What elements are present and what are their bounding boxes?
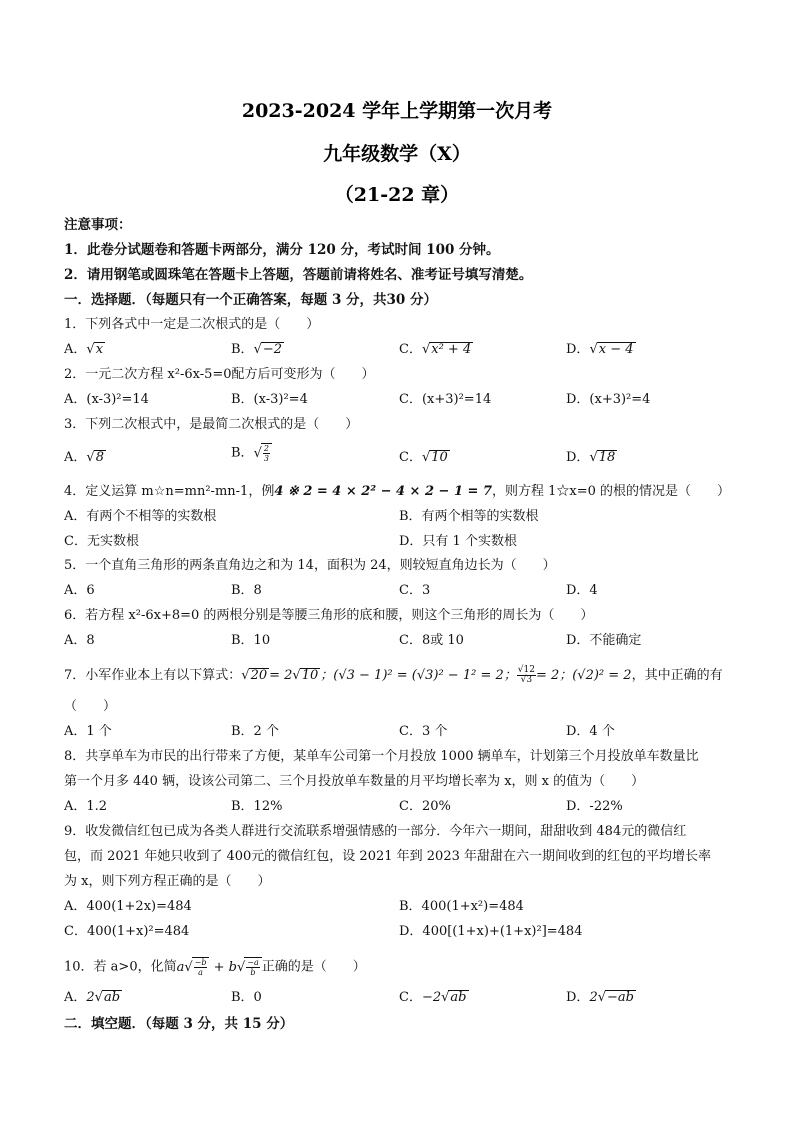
section1-heading: 一．选择题．（每题只有一个正确答案，每题 3 分，共30 分） xyxy=(64,292,438,308)
q4-option-d: D．只有 1 个实数根 xyxy=(399,534,517,549)
q7-f1-eq: = 2 xyxy=(269,668,293,683)
q9-line-1: 9．收发微信红包已成为各类人群进行交流联系增强情感的一部分．今年六一期间，甜甜收到 484元的微信红 xyxy=(64,824,687,839)
q1-b-label: B． xyxy=(231,342,254,357)
q6-option-a: A．8 xyxy=(64,633,95,648)
q10-a-label: A． xyxy=(64,990,87,1005)
q1-stem: 1．下列各式中一定是二次根式的是（ ） xyxy=(64,317,320,332)
q7-option-b: B．2 个 xyxy=(231,724,279,739)
q2-stem: 2．一元二次方程 x²-6x-5=0配方后可变形为（ ） xyxy=(64,367,375,382)
q9-line-3: 为 x，则下列方程正确的是（ ） xyxy=(64,874,271,889)
q7-fraction-num: √12 xyxy=(517,665,535,675)
q5-stem: 5．一个直角三角形的两条直角边之和为 14，面积为 24，则较短直角边长为（ ） xyxy=(64,558,556,573)
q4-stem-pre: 4．定义运算 m☆n=mn²-mn-1，例 xyxy=(64,484,275,499)
q10-c-label: C． xyxy=(399,990,422,1005)
q3-c-radicand: 10 xyxy=(431,450,448,465)
notes-item-2: 2．请用钢笔或圆珠笔在答题卡上答题，答题前请将姓名、准考证号填写清楚。 xyxy=(64,267,533,283)
q7-fraction-den: √3 xyxy=(520,675,533,685)
q9-line-2: 包，而 2021 年她只收到了 400元的微信红包，设 2021 年到 2023 年甜甜在六一期间收到的红包的平均增长率 xyxy=(64,849,711,864)
q3-b-numerator: 2 xyxy=(263,444,269,453)
q2-option-a: A．(x-3)²=14 xyxy=(64,392,149,407)
q3-b-denominator: 3 xyxy=(263,454,269,463)
q2-option-c: C．(x+3)²=14 xyxy=(399,392,492,407)
exam-subtitle: 九年级数学（X） xyxy=(323,143,471,165)
q1-d-radicand: x − 4 xyxy=(598,342,634,357)
q6-stem: 6．若方程 x²-6x+8=0 的两根分别是等腰三角形的底和腰，则这个三角形的周长为（ ） xyxy=(64,608,594,623)
q10-d-coef: 2 xyxy=(589,990,598,1005)
q1-a-label: A． xyxy=(64,342,87,357)
q3-option-b: B．√ $\frac{2}{3}$ xyxy=(231,443,272,463)
q2-option-b: B．(x-3)²=4 xyxy=(231,392,308,407)
q7-fraction xyxy=(517,666,536,685)
q1-option-c: C．√x² + 4 xyxy=(399,342,472,357)
q10-option-c: C．−2√ab xyxy=(399,990,467,1005)
q7-stem: 7．小军作业本上有以下算式：√20 = 2√10 ；(√3 − 1)² = (√3)² − 1² = 2； $\frac{√12}{√3}$ = 2；(√2)² = 2，其中正确的有 xyxy=(64,665,723,685)
q10-option-d: D．2√−ab xyxy=(566,990,634,1005)
q1-b-radicand: −2 xyxy=(262,342,283,357)
q10-option-a: A．2√ab xyxy=(64,990,121,1005)
notes-item-1: 1．此卷分试题卷和答题卡两部分，满分 120 分，考试时间 100 分钟。 xyxy=(64,242,500,258)
q3-c-label: C． xyxy=(399,450,422,465)
q4-option-a: A．有两个不相等的实数根 xyxy=(64,509,217,524)
q6-option-d: D．不能确定 xyxy=(566,633,642,648)
q1-c-radicand: x² + 4 xyxy=(431,342,472,357)
q8-option-a: A．1.2 xyxy=(64,799,108,814)
q10-stem xyxy=(64,957,744,977)
q3-option-d: D．√18 xyxy=(566,450,616,465)
q3-b-label: B． xyxy=(231,445,254,461)
q10-stem-pre: 10．若 a>0，化简 xyxy=(64,959,177,975)
q7-option-d: D．4 个 xyxy=(566,724,615,739)
section2-heading: 二．填空题．（每题 3 分，共 15 分） xyxy=(64,1016,294,1032)
q9-option-d: D．400[(1+x)+(1+x)²]=484 xyxy=(399,924,583,939)
q1-c-label: C． xyxy=(399,342,422,357)
q5-option-a: A．6 xyxy=(64,583,95,598)
q3-option-a: A．√8 xyxy=(64,450,104,465)
q5-option-b: B．8 xyxy=(231,583,262,598)
exam-title: 2023-2024 学年上学期第一次月考 xyxy=(241,100,553,122)
q5-option-d: D．4 xyxy=(566,583,598,598)
q4-option-c: C．无实数根 xyxy=(64,534,139,549)
q1-d-label: D． xyxy=(566,342,590,357)
q4-stem xyxy=(64,483,744,501)
q10-d-label: D． xyxy=(566,990,590,1005)
q10-a-coef: 2 xyxy=(86,990,95,1005)
q4-stem-post: ，则方程 1☆x=0 的根的情况是（ ） xyxy=(492,484,731,499)
q8-option-d: D．-22% xyxy=(566,799,623,814)
q10-c-radicand: ab xyxy=(450,990,467,1005)
exam-chapters: （21-22 章） xyxy=(334,184,460,206)
q10-d-radicand: −ab xyxy=(607,990,634,1005)
q6-option-b: B．10 xyxy=(231,633,271,648)
q1-a-radicand: x xyxy=(95,342,104,357)
q7-formula-4: (√2)² = 2 xyxy=(572,668,632,683)
q6-option-c: C．8或 10 xyxy=(399,633,464,648)
q2-option-d: D．(x+3)²=4 xyxy=(566,392,651,407)
q1-option-d: D．√x − 4 xyxy=(566,342,634,357)
q7-formula-3: = 2； xyxy=(535,668,573,683)
q4-example: 4 ※ 2 = 4 × 2² − 4 × 2 − 1 = 7 xyxy=(274,484,492,499)
q1-option-a: A．√x xyxy=(64,342,104,357)
q3-a-label: A． xyxy=(64,450,87,465)
q4-option-b: B．有两个相等的实数根 xyxy=(399,509,539,524)
q7-f1c-radicand: 10 xyxy=(301,668,319,683)
q10-expression: a√ $\frac{-b}{a}$ + b√ $\frac{-a}{b}$ xyxy=(177,960,262,975)
q7-formula-2: ；(√3 − 1)² = (√3)² − 1² = 2； xyxy=(320,668,517,683)
q3-d-label: D． xyxy=(566,450,590,465)
q7-option-a: A．1 个 xyxy=(64,724,112,739)
q8-line-2: 第一个月多 440 辆，设该公司第二、三个月投放单车数量的月平均增长率为 x，则 x 的值为（ ） xyxy=(64,774,645,789)
q5-option-c: C．3 xyxy=(399,583,431,598)
q3-stem: 3．下列二次根式中，是最简二次根式的是（ ） xyxy=(64,417,359,432)
q3-d-radicand: 18 xyxy=(598,450,616,465)
q3-option-c: C．√10 xyxy=(399,450,448,465)
q3-b-fraction xyxy=(261,443,272,463)
q10-stem-post: 正确的是（ ） xyxy=(261,959,366,975)
q7-option-c: C．3 个 xyxy=(399,724,448,739)
q9-option-c: C．400(1+x)²=484 xyxy=(64,924,190,939)
q9-option-a: A．400(1+2x)=484 xyxy=(64,899,192,914)
q10-a-radicand: ab xyxy=(103,990,121,1005)
q1-option-b: B．√−2 xyxy=(231,342,283,357)
q10-option-b: B．0 xyxy=(231,990,262,1005)
notes-heading: 注意事项： xyxy=(64,217,132,233)
q8-option-b: B．12% xyxy=(231,799,283,814)
q3-a-radicand: 8 xyxy=(95,450,104,465)
q9-option-b: B．400(1+x²)=484 xyxy=(399,899,524,914)
q10-c-coef: −2 xyxy=(421,990,442,1005)
q8-line-1: 8．共享单车为市民的出行带来了方便，某单车公司第一个月投放 1000 辆单车，计划第三个月投放单车数量比 xyxy=(64,749,699,764)
q7-stem-pre: 7．小军作业本上有以下算式： xyxy=(64,668,242,683)
q7-paren: （ ） xyxy=(64,699,117,714)
q8-option-c: C．20% xyxy=(399,799,451,814)
q7-stem-post: ，其中正确的有 xyxy=(631,668,723,683)
q7-f1-radicand: 20 xyxy=(250,668,268,683)
